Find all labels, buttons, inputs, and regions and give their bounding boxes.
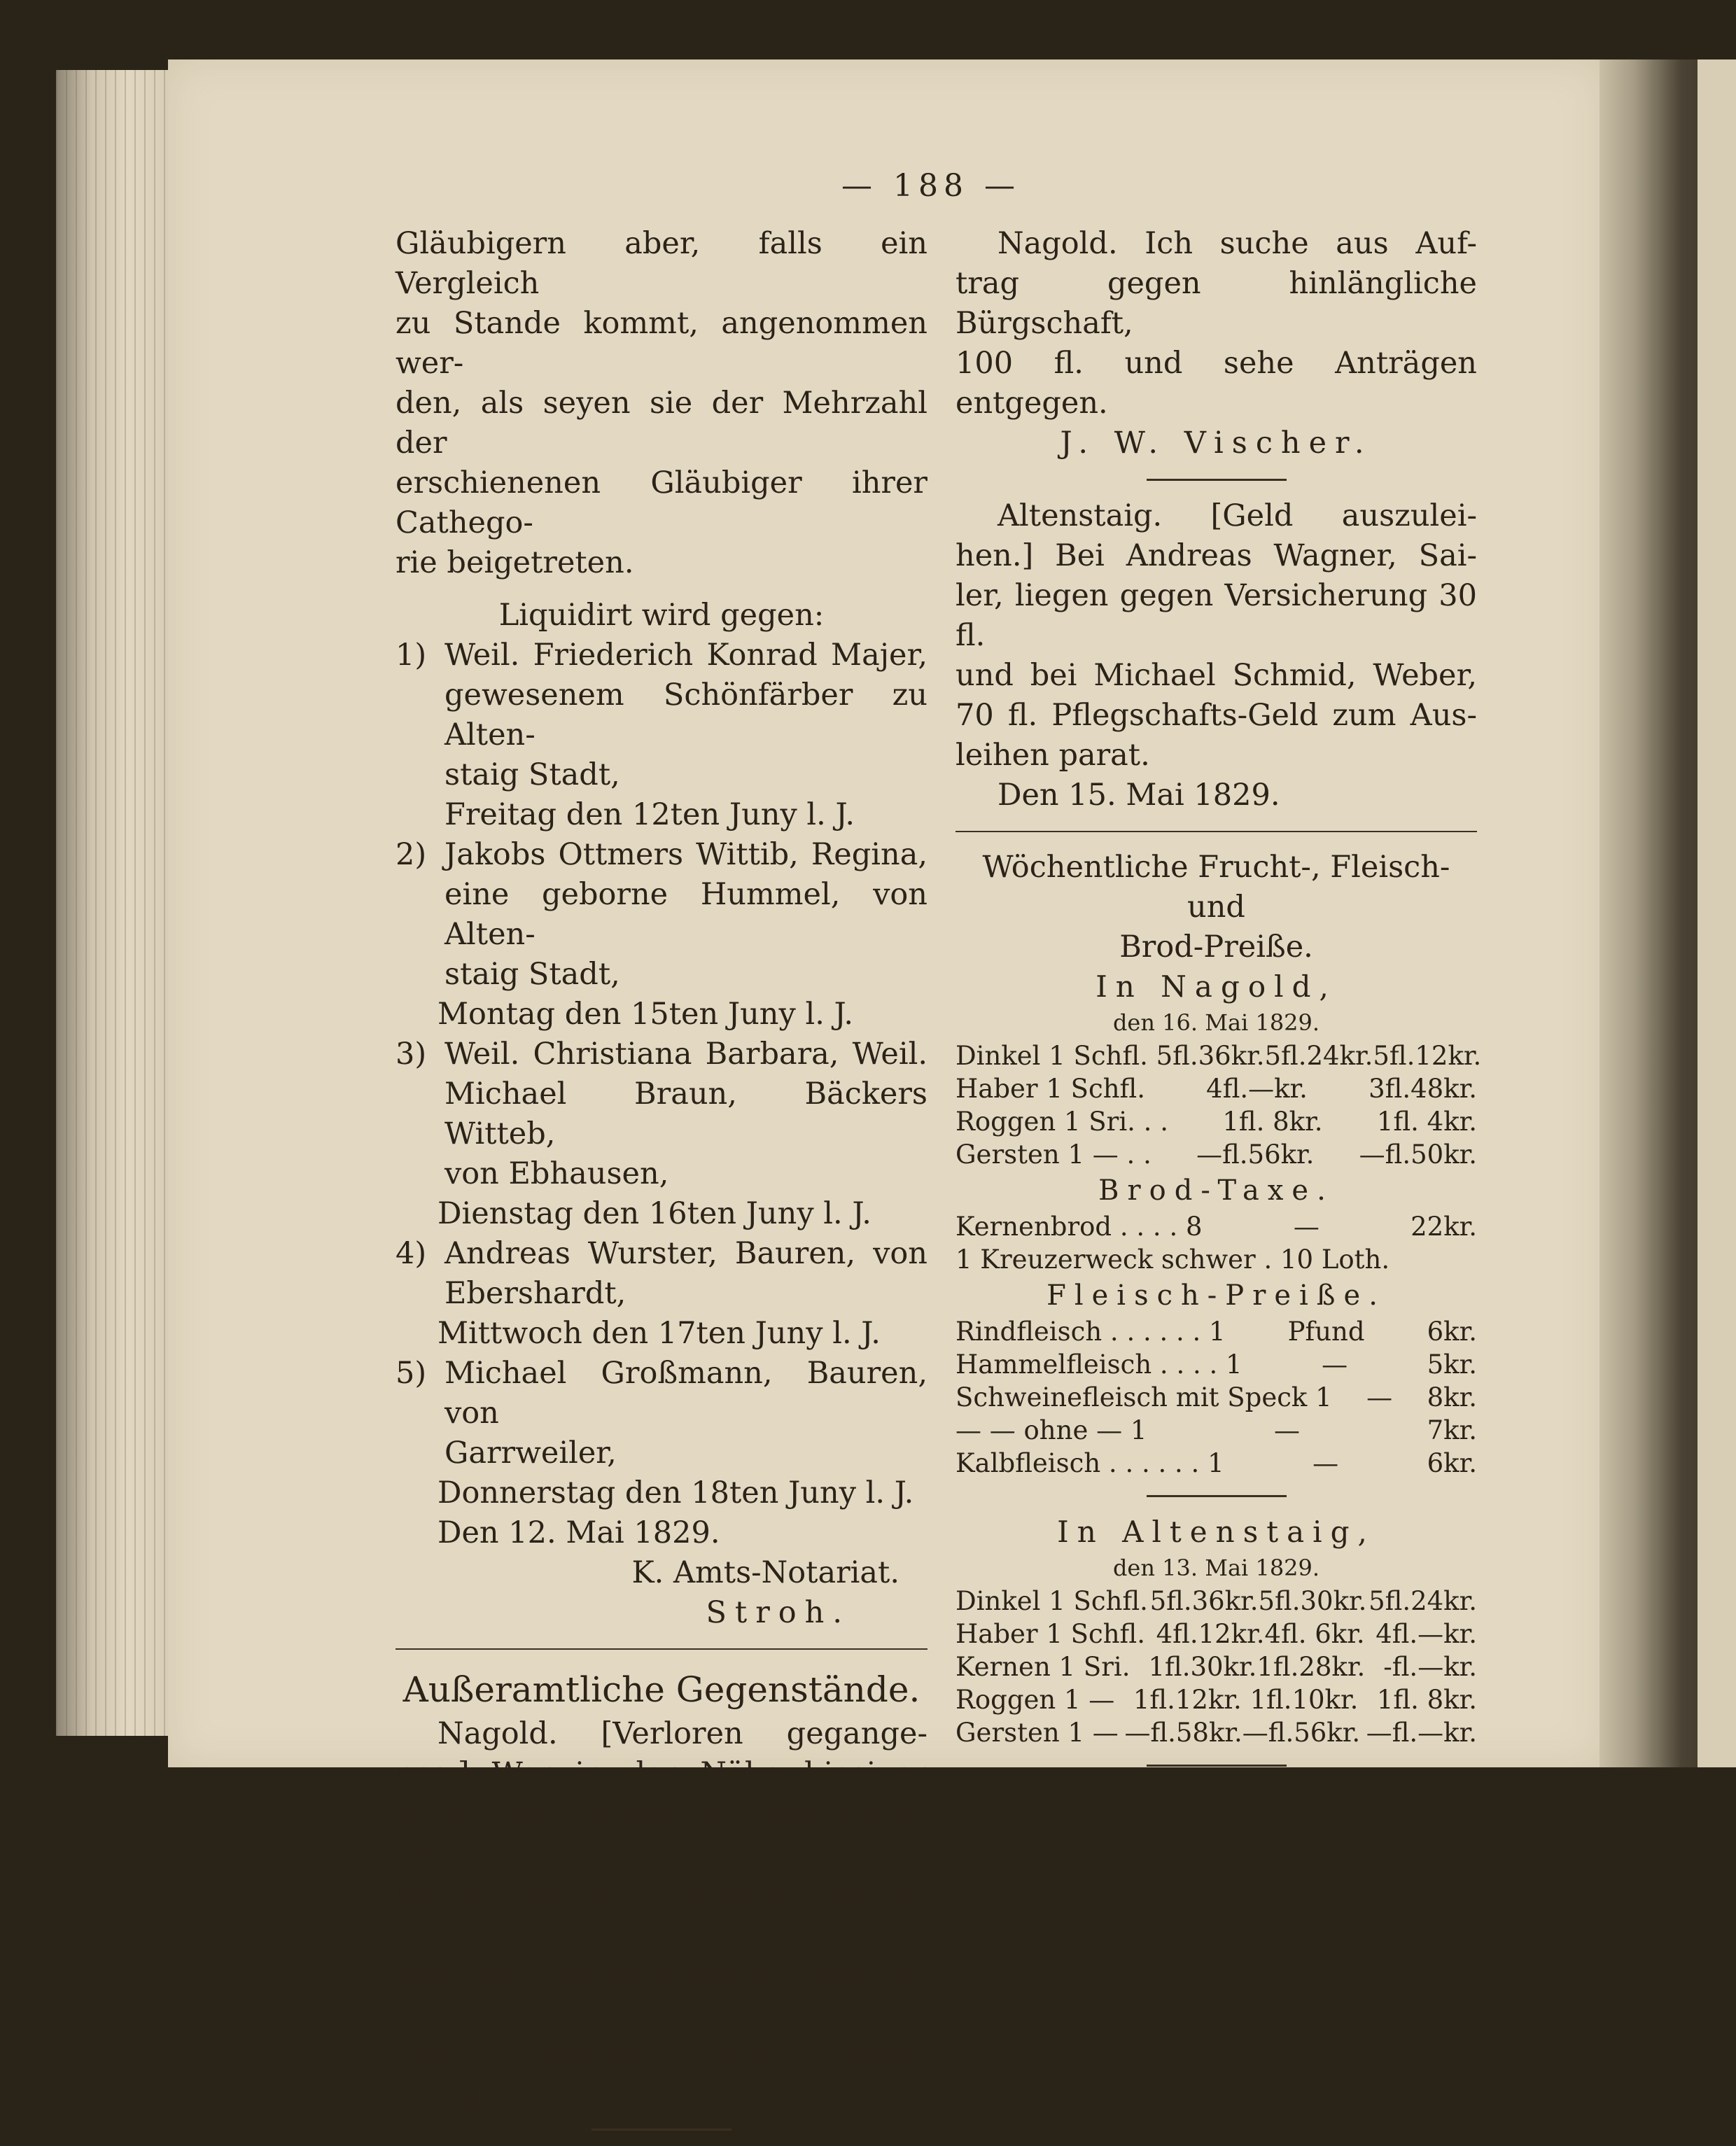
text-line: nes.] Wer in der Nähe hiesiger xyxy=(396,1756,927,1791)
table-row xyxy=(955,1072,1477,1105)
text-line: erschienenen Gläubiger ihrer Cathego- xyxy=(396,465,927,540)
divider xyxy=(396,1648,927,1650)
table-row xyxy=(955,1716,1477,1749)
table-cell: 1fl. 8kr. xyxy=(1222,1107,1323,1137)
divider xyxy=(1147,1765,1287,1767)
office-name: K. Amts-Notariat. xyxy=(631,1555,899,1590)
table-row xyxy=(955,1315,1477,1348)
entry-date: Montag den 15ten Juny l. J. xyxy=(438,997,854,1032)
divider xyxy=(1147,479,1287,481)
text-line: 70 fl. Pflegschafts-Geld zum Aus- xyxy=(955,698,1477,733)
liquidation-heading: Liquidirt wird gegen: xyxy=(498,598,825,633)
table-heading: Brod-Taxe. xyxy=(1098,1174,1334,1207)
text-line: hen.] Bei Andreas Wagner, Sai- xyxy=(955,538,1477,573)
table-cell: -fl.—kr. xyxy=(1383,1652,1477,1682)
table-cell: Kalbfleisch . . . . . . 1 xyxy=(955,1448,1224,1478)
list-number: 2) xyxy=(396,837,427,872)
table-cell: Rindfleisch . . . . . . 1 xyxy=(955,1317,1226,1347)
table-cell: 5kr. xyxy=(1427,1349,1477,1380)
table-row xyxy=(955,1414,1477,1447)
right-column xyxy=(955,224,1482,1782)
table-cell: —fl.56kr. xyxy=(1196,1139,1315,1170)
entry-date: Freitag den 12ten Juny l. J. xyxy=(444,797,855,832)
table-cell: Kernenbrod . . . . 8 xyxy=(955,1212,1203,1242)
prices-heading: Wöchentliche Frucht-, Fleisch- und xyxy=(982,850,1450,925)
table-heading: In Altenstaig, xyxy=(1057,1515,1376,1549)
table-row xyxy=(955,1348,1477,1381)
table-heading: Fleisch-Preiße. xyxy=(1046,1279,1386,1312)
table-cell: —fl.50kr. xyxy=(1359,1139,1477,1170)
table-cell: — xyxy=(1312,1448,1339,1478)
table-cell: Pfund xyxy=(1287,1317,1365,1347)
table-cell: Roggen 1 — xyxy=(955,1685,1115,1715)
nagold-price-table xyxy=(955,967,1482,1767)
list-number: 3) xyxy=(396,1037,427,1072)
table-row xyxy=(955,1585,1477,1618)
left-column xyxy=(396,224,927,2146)
table-cell: Haber 1 Schfl. xyxy=(955,1619,1145,1649)
table-row xyxy=(955,1683,1477,1716)
table-cell: —fl.—kr. xyxy=(1366,1718,1477,1748)
text-line: und bei Michael Schmid, Weber, xyxy=(955,658,1477,693)
prices-heading: Brod-Preiße. xyxy=(1119,930,1313,965)
table-cell: 6kr. xyxy=(1427,1448,1477,1478)
text-line: leihen parat. xyxy=(955,738,1150,773)
list-number: 4) xyxy=(396,1236,427,1271)
text-line: trag gegen hinlängliche Bürgschaft, xyxy=(955,266,1477,341)
entry-date: Mittwoch den 17ten Juny l. J. xyxy=(438,1316,881,1351)
table-cell: — xyxy=(1322,1349,1348,1380)
text-line: funden hat, wird gebeten, solches ge- xyxy=(396,1876,927,1951)
text-line: Andreas Wurster, Bauren, von xyxy=(444,1236,927,1271)
table-heading: In Nagold, xyxy=(1096,969,1337,1004)
table-date: den 13. Mai 1829. xyxy=(1112,1555,1320,1581)
text-line: Weil. Friederich Konrad Majer, xyxy=(444,638,927,673)
entry-date: Donnerstag den 18ten Juny l. J. xyxy=(438,1475,914,1510)
table-row xyxy=(955,1381,1477,1414)
signer-name: J. W. Vischer. xyxy=(1060,426,1373,461)
text-line: Nagold. [Verloren gegange- xyxy=(438,1716,927,1751)
signer-name: Stroh. xyxy=(706,1595,850,1630)
table-cell: 5fl.24kr. xyxy=(1264,1041,1373,1071)
text-line: ler, liegen gegen Versicherung 30 fl. xyxy=(955,578,1477,653)
text-line: staig Stadt, xyxy=(444,757,620,792)
book-page-edges xyxy=(56,70,175,1736)
text-line: staig Stadt, xyxy=(444,957,620,992)
table-cell: Dinkel 1 Schfl. xyxy=(955,1586,1148,1616)
text-line: Jakobs Ottmers Wittib, Regina, xyxy=(444,837,927,872)
table-row xyxy=(955,1618,1477,1650)
list-item xyxy=(396,1035,927,1194)
table-date: den 16. Mai 1829. xyxy=(1112,1009,1320,1036)
divider xyxy=(955,831,1477,832)
text-line: gen ein angemessenes Douceur auf xyxy=(396,1956,927,2031)
table-cell: 5fl.24kr. xyxy=(1368,1586,1477,1616)
page-number: — 188 — xyxy=(841,168,1021,204)
table-cell: 1 Kreuzerweck schwer . 10 Loth. xyxy=(955,1244,1390,1275)
list-item xyxy=(396,835,927,995)
text-line: den, als seyen sie der Mehrzahl der xyxy=(396,386,927,461)
divider xyxy=(592,2129,732,2131)
table-row xyxy=(955,1039,1482,1072)
next-page-strip xyxy=(1698,59,1736,1767)
table-cell: Schweinefleisch mit Speck 1 xyxy=(955,1382,1332,1412)
text-line: gewesenem Schönfärber zu Alten- xyxy=(444,678,927,752)
table-cell: Roggen 1 Sri. . . xyxy=(955,1107,1168,1137)
notice-date: Den 12. Mai 1829. xyxy=(438,1515,720,1550)
table-cell: 1fl.12kr. 1fl.10kr. xyxy=(1133,1685,1359,1715)
text-line: dem Comptoir dieses Blatts abzugeben. xyxy=(396,2036,927,2110)
table-cell: Hammelfleisch . . . . 1 xyxy=(955,1349,1242,1380)
table-cell: 1fl.30kr.1fl.28kr. xyxy=(1148,1652,1366,1682)
text-line: 100 fl. und sehe Anträgen entgegen. xyxy=(955,346,1477,421)
table-cell: 4fl.—kr. xyxy=(1206,1074,1308,1104)
table-cell: — — ohne — 1 xyxy=(955,1415,1147,1445)
list-item xyxy=(396,1354,927,1473)
table-cell: Haber 1 Schfl. xyxy=(955,1074,1145,1104)
table-cell: 7kr. xyxy=(1427,1415,1477,1445)
table-cell: 4fl.—kr. xyxy=(1376,1619,1477,1649)
table-cell: Gersten 1 — . . xyxy=(955,1139,1152,1170)
table-cell: 8kr. xyxy=(1427,1382,1477,1412)
table-row xyxy=(955,1447,1477,1480)
table-cell: 3fl.48kr. xyxy=(1368,1074,1477,1104)
text-line: Nagold. Ich suche aus Auf- xyxy=(997,226,1477,261)
list-item xyxy=(396,636,927,795)
table-cell: 1fl. 8kr. xyxy=(1376,1685,1477,1715)
text-line: Garrweiler, xyxy=(444,1436,617,1471)
list-number: 1) xyxy=(396,638,427,673)
table-row xyxy=(955,1650,1477,1683)
text-line: eine geborne Hummel, von Alten- xyxy=(444,877,927,952)
table-cell: 6kr. xyxy=(1427,1317,1477,1347)
entry-date: Dienstag den 16ten Juny l. J. xyxy=(438,1196,872,1231)
section-heading: Außeramtliche Gegenstände. xyxy=(402,1669,920,1710)
text-line: Gläubigern aber, falls ein Vergleich xyxy=(396,226,927,301)
table-cell: — xyxy=(1274,1415,1301,1445)
text-line: Stadt ein Sitzpolster von Leder ge- xyxy=(396,1796,927,1871)
table-cell: — xyxy=(1366,1382,1393,1412)
table-cell: 1fl. 4kr. xyxy=(1376,1107,1477,1137)
text-line: Altenstaig. [Geld auszulei- xyxy=(997,498,1477,533)
text-line: Michael Braun, Bäckers Witteb, xyxy=(444,1076,927,1151)
notice-date: Den 15. Mai 1829. xyxy=(997,778,1280,813)
table-cell: 5fl.36kr.5fl.30kr. xyxy=(1149,1586,1367,1616)
text-line: von Ebhausen, xyxy=(444,1156,669,1191)
table-cell: Gersten 1 — xyxy=(955,1718,1119,1748)
table-cell: —fl.58kr.—fl.56kr. xyxy=(1124,1718,1361,1748)
text-line: Weil. Christiana Barbara, Weil. xyxy=(444,1037,927,1072)
list-item xyxy=(396,1234,927,1314)
list-number: 5) xyxy=(396,1356,427,1391)
table-row xyxy=(955,1210,1477,1243)
table-row xyxy=(955,1138,1477,1171)
text-line: rie beigetreten. xyxy=(396,545,634,580)
table-cell: 4fl.12kr.4fl. 6kr. xyxy=(1156,1619,1365,1649)
divider xyxy=(1147,1495,1287,1497)
table-cell: 5fl.12kr. xyxy=(1373,1041,1482,1071)
text-line: zu Stande kommt, angenommen wer- xyxy=(396,306,927,381)
table-cell: 22kr. xyxy=(1410,1212,1477,1242)
text-line: Ebershardt, xyxy=(444,1276,626,1311)
table-cell: Kernen 1 Sri. xyxy=(955,1652,1130,1682)
table-cell: — xyxy=(1293,1212,1320,1242)
table-row xyxy=(955,1243,1477,1276)
table-row xyxy=(955,1105,1477,1138)
table-cell: Dinkel 1 Schfl. 5fl.36kr. xyxy=(955,1041,1265,1071)
text-line: Michael Großmann, Bauren, von xyxy=(444,1356,927,1431)
